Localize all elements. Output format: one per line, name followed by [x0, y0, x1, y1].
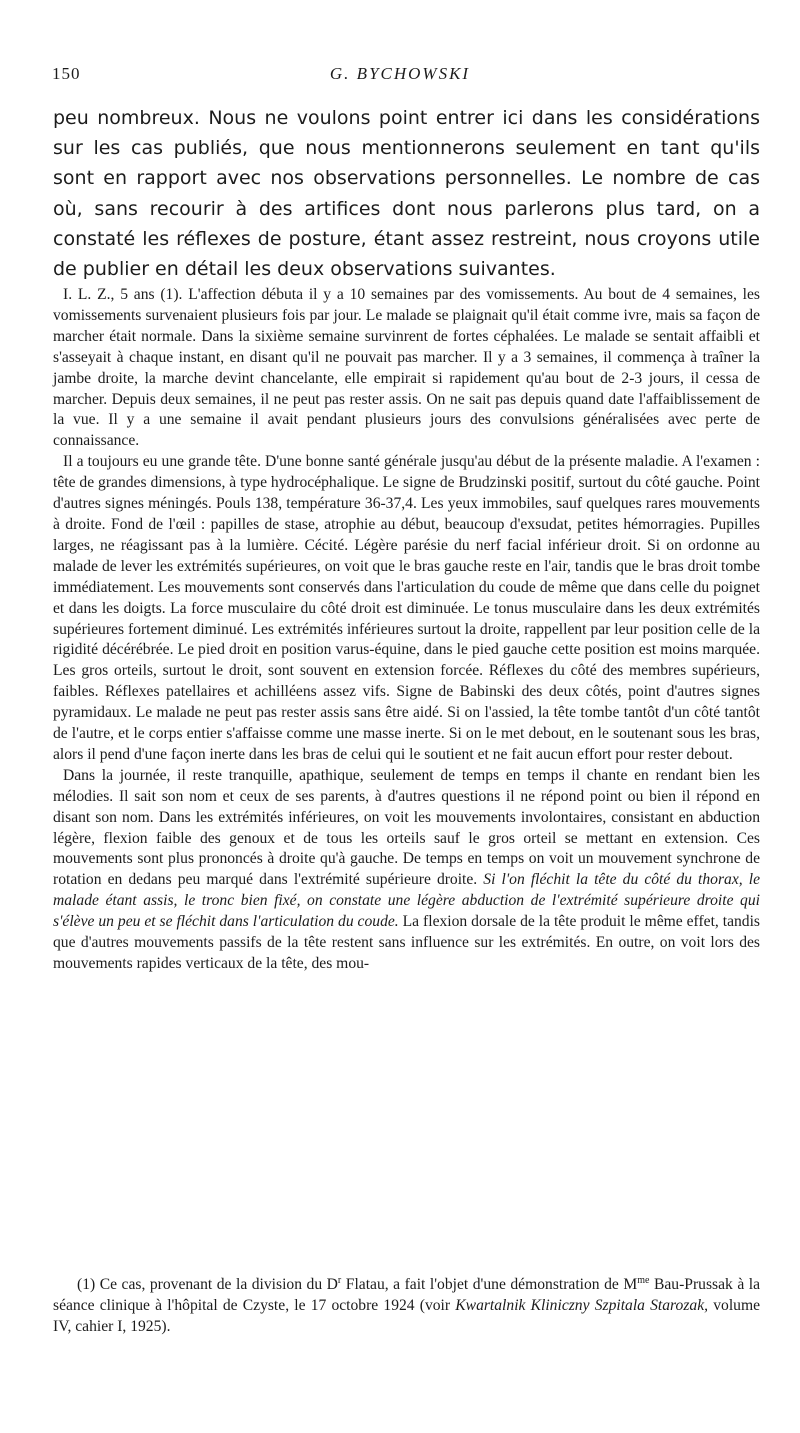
course-text-end: La flexion dorsale de la tête produit le même effet, tandis que d'autres mouvements passifs de la tête restent sans influence sur les extrémités. En outre, on voit lors des mouvements rapides verticaux de la tête, des mou-: [53, 913, 761, 972]
case-observation: [53, 285, 760, 975]
footnote-text-d: volume IV, cahier I, 1925).: [53, 1296, 760, 1335]
intro-paragraph: peu nombreux. Nous ne voulons point entrer ici dans les considérations sur les cas publiés, que nous mentionnerons seulement en tant qu'ils sont en rapport avec nos observations personnelles. Le nombre de cas où, sans recourir à des artifices dont nous parlerons plus tard, on a constaté les réflexes de posture, étant assez restreint, nous croyons utile de publier en détail les deux observations suivantes.: [53, 107, 760, 281]
case-paragraph-history: [53, 285, 760, 452]
footnote-marker: (1): [77, 1276, 96, 1293]
footnote-text-c: Bau-Prussak à la séance clinique à l'hôpital de Czyste, le 17 octobre 1924 (voir: [53, 1276, 761, 1314]
course-text-start: Dans la journée, il reste tranquille, apathique, seulement de temps en temps il chante en rendant bien les mélodies. Il sait son nom et ceux de ses parents, à d'autres questions il ne répond point ou bien il répond en disant son nom. Dans les extrémités inférieures, on voit les mouvements involontaires, consistant en abduction légère, flexion faible des genoux et de tous les orteils sauf le gros orteil se mettant en extension. Ces mouvements sont plus prononcés à droite qu'à gauche. De temps en temps on voit un mouvement synchrone de rotation en dedans peu marqué dans l'extrémité supérieure droite.: [53, 766, 760, 889]
page-number: 150: [52, 64, 81, 83]
footnote-sup-madame: me: [637, 1274, 650, 1286]
case-history-text: L'affection débuta il y a 10 semaines par des vomissements. Au bout de 4 semaines, les vomissements survenaient plusieurs fois par jour. Le malade se plaignait qu'il était comme ivre, mais sa façon de marcher était normale. Dans la sixième semaine survinrent de fortes céphalées. Le malade se sentait affaibli et s'asseyait à chaque instant, en disant qu'il ne pouvait pas marcher. Il y a 3 semaines, il commença à traîner la jambe droite, la marche devint chancelante, elle empirait si rapidement qu'au bout de 2-3 jours, il cessa de marcher. Depuis deux semaines, il ne peut pas rester assis. On ne sait pas depuis quand date l'affaiblissement de la vue. Il y a une semaine il avait pendant plusieurs jours des convulsions généralisées avec perte de connaissance.: [53, 286, 760, 450]
running-head-author: G. BYCHOWSKI: [329, 64, 471, 83]
case-paragraph-course: [53, 766, 760, 975]
running-head: [52, 64, 748, 88]
footnote: [53, 1275, 760, 1338]
footnote-journal: Kwartalnik Kliniczny Szpitala Starozak,: [455, 1296, 709, 1314]
case-label: I. L. Z., 5 ans (1).: [63, 286, 183, 303]
footnote-text-b: Flatau, a fait l'objet d'une démonstration de M: [345, 1276, 638, 1293]
course-text-italic: Si l'on fléchit la tête du côté du thorax, le malade étant assis, le tronc bien fixé, on constate une légère abduction de l'extrémité supérieure droite qui s'élève un peu et se fléchit dans l'articulation du coude.: [53, 871, 760, 931]
footnote-text-a: Ce cas, provenant de la division du D: [99, 1276, 338, 1293]
footnote-sup-doctor: r: [337, 1274, 342, 1286]
case-paragraph-examination: Il a toujours eu une grande tête. D'une bonne santé générale jusqu'au début de la présente maladie. A l'examen : tête de grandes dimensions, à type hydrocéphalique. Le signe de Brudzinski positif, surtout du côté gauche. Point d'autres signes méningés. Pouls 138, température 36-37,4. Les yeux immobiles, sauf quelques rares mouvements à droite. Fond de l'œil : papilles de stase, atrophie au début, beaucoup d'exsudat, petites hémorragies. Pupilles larges, ne réagissant pas à la lumière. Cécité. Légère parésie du nerf facial inférieur droit. Si on ordonne au malade de lever les extrémités supérieures, on voit que le bras gauche reste en l'air, tandis que le bras droit tombe immédiatement. Les mouvements sont conservés dans l'articulation du coude de même que dans celle du poignet et dans les doigts. La force musculaire du côté droit est diminuée. Le tonus musculaire dans les deux extrémités supérieures fortement diminué. Les extrémités inférieures surtout la droite, rappellent par leur position celle de la rigidité décérébrée. Le pied droit en position varus-équine, dans le pied gauche cette position est moins marquée. Les gros orteils, surtout le droit, sont souvent en extension forcée. Réflexes du côté des membres supérieurs, faibles. Réflexes patellaires et achilléens assez vifs. Signe de Babinski des deux côtés, point d'autres signes pyramidaux. Le malade ne peut pas rester assis sans être aidé. Si on l'assied, la tête tombe tantôt d'un côté tantôt de l'autre, et le corps entier s'affaisse comme une masse inerte. Si on le met debout, en le soutenant sous les bras, alors il pend d'une façon inerte dans les bras de celui qui le soutient et ne fait aucun effort pour rester debout.: [53, 453, 760, 763]
